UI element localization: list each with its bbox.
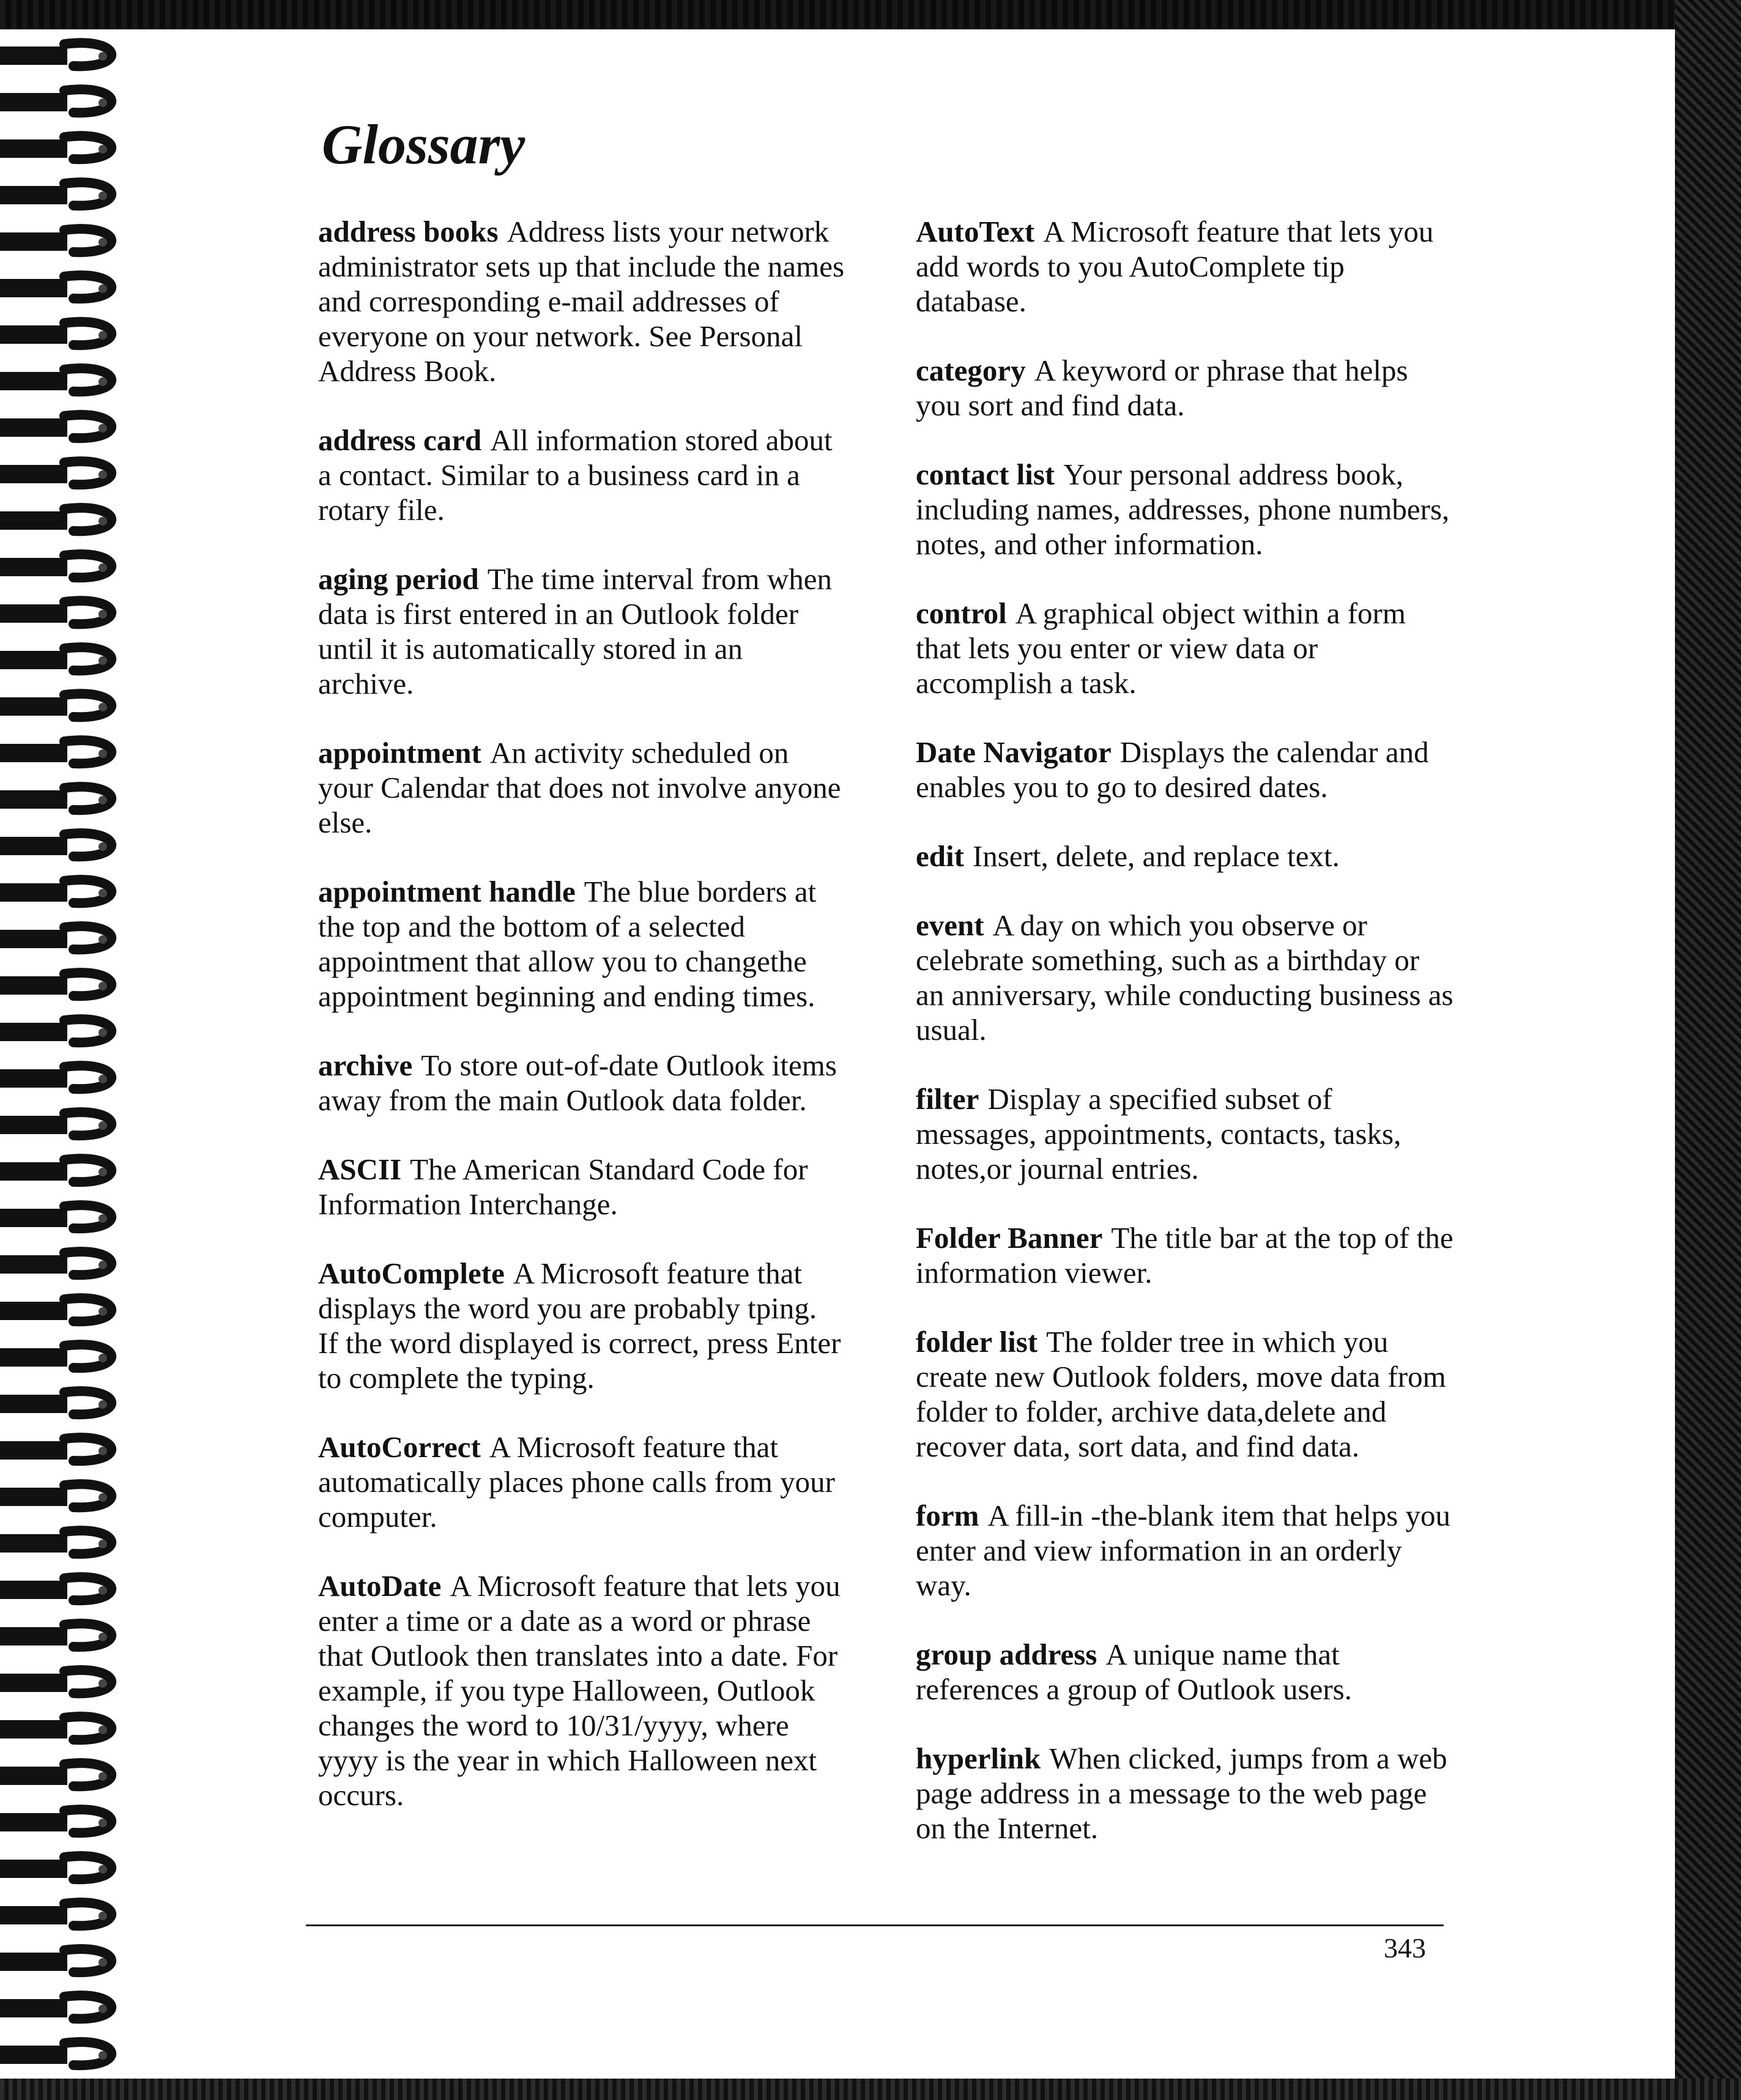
glossary-term: address card [318,423,482,457]
footer-rule [306,1924,1444,1926]
binding-coil-bar [0,1999,67,2017]
glossary-definition: A Microsoft feature that displays the word you are probably tping. If the word displayed is correct, press Enter to complete the typing. [318,1256,841,1395]
binding-coil-bar [0,1162,67,1181]
binding-coil-bar [0,744,67,762]
glossary-definition: A unique name that references a group of Outlook users. [916,1638,1352,1706]
glossary-term: archive [318,1048,413,1082]
glossary-definition: Displays the calendar and enables you to go to desired dates. [916,735,1429,804]
glossary-entry [916,596,1454,700]
glossary-term: AutoText [916,215,1035,248]
glossary-definition: A Microsoft feature that automatically places phone calls from your computer. [318,1430,835,1534]
binding-hole [98,935,107,944]
binding-coil-bar [0,511,67,530]
binding-coil-bar [0,372,67,390]
glossary-term: AutoCorrect [318,1430,481,1464]
binding-hole [98,1679,107,1688]
binding-hole [98,1726,107,1734]
glossary-entry [916,457,1454,562]
binding-coil-bar [0,1581,67,1599]
scan-bottom-edge [0,2079,1741,2100]
binding-hole [98,1447,107,1455]
glossary-term: filter [916,1082,979,1116]
binding-hole [98,1958,107,1967]
glossary-definition: The title bar at the top of the information viewer. [916,1221,1453,1289]
scan-top-edge [0,0,1741,29]
binding-hole [98,2005,107,2013]
glossary-definition: Display a specified subset of messages, appointments, contacts, tasks, notes,or journal entries. [916,1082,1401,1185]
glossary-entry [916,839,1454,874]
glossary-term: contact list [916,458,1055,491]
glossary-entry [916,214,1454,319]
binding-coil-bar [0,1302,67,1320]
glossary-entry [916,1637,1454,1707]
glossary-definition: Your personal address book, including names, addresses, phone numbers, notes, and other information. [916,458,1450,561]
binding-coil-bar [0,837,67,855]
binding-hole [98,470,107,479]
glossary-entry [916,1082,1454,1186]
binding-coil-bar [0,279,67,297]
glossary-entry [916,1498,1454,1603]
glossary-entry [318,423,844,527]
binding-hole [98,331,107,339]
glossary-term: ASCII [318,1152,402,1186]
binding-hole [98,377,107,386]
binding-coil-bar [0,1720,67,1738]
binding-hole [98,2051,107,2060]
glossary-term: AutoComplete [318,1256,505,1290]
binding-hole [98,98,107,107]
binding-coil-bar [0,186,67,204]
binding-hole [98,1586,107,1595]
glossary-entry [318,735,844,840]
glossary-term: control [916,596,1007,630]
binding-coil-bar [0,465,67,483]
binding-coil-bar [0,1023,67,1041]
binding-hole [98,1400,107,1409]
binding-hole [98,1354,107,1362]
glossary-entry [916,1220,1454,1290]
glossary-definition: The American Standard Code for Information Interchange. [318,1152,808,1221]
scan-right-edge [1675,0,1741,2100]
binding-hole [98,1121,107,1130]
binding-coil-bar [0,1348,67,1367]
binding-coil-bar [0,1534,67,1553]
binding-hole [98,424,107,432]
glossary-entry [916,353,1454,423]
binding-coil-bar [0,232,67,251]
binding-coil-bar [0,1488,67,1506]
glossary-definition: A Microsoft feature that lets you add words to you AutoComplete tip database. [916,215,1434,318]
binding-hole [98,842,107,851]
binding-coil-bar [0,1674,67,1692]
glossary-term: edit [916,839,964,873]
glossary-definition: Insert, delete, and replace text. [972,839,1340,873]
binding-coil-bar [0,2046,67,2064]
binding-hole [98,191,107,200]
binding-coil-bar [0,790,67,809]
glossary-term: Folder Banner [916,1221,1103,1255]
glossary-term: appointment handle [318,875,576,908]
binding-coil-bar [0,46,67,65]
glossary-term: folder list [916,1325,1038,1359]
glossary-term: group address [916,1638,1097,1671]
binding-hole [98,1865,107,1874]
glossary-entry [318,562,844,701]
binding-coil-bar [0,1767,67,1785]
spiral-binding-icon [0,37,141,2074]
glossary-definition: A fill-in -the-blank item that helps you enter and view information in an orderly way. [916,1499,1451,1602]
binding-hole [98,1261,107,1269]
binding-coil-bar [0,139,67,158]
glossary-term: category [916,354,1026,387]
binding-hole [98,656,107,665]
binding-hole [98,889,107,897]
glossary-entry [318,1152,844,1222]
binding-coil-bar [0,930,67,948]
glossary-entry [916,735,1454,804]
glossary-definition: The blue borders at the top and the bottom of a selected appointment that allow you to changethe appointment beginning and ending times. [318,875,817,1013]
binding-hole [98,1912,107,1920]
glossary-definition: A keyword or phrase that helps you sort and find data. [916,354,1408,422]
binding-coil-bar [0,418,67,437]
glossary-entry [916,908,1454,1047]
glossary-entry [318,1256,844,1395]
glossary-term: AutoDate [318,1569,442,1603]
glossary-definition: An activity scheduled on your Calendar that does not involve anyone else. [318,736,841,839]
binding-hole [98,796,107,804]
glossary-entry [318,1430,844,1534]
binding-hole [98,1540,107,1548]
binding-hole [98,1028,107,1037]
glossary-term: appointment [318,736,481,770]
binding-hole [98,703,107,711]
binding-coil-bar [0,1906,67,1924]
binding-hole [98,1214,107,1223]
glossary-entry [318,1048,844,1118]
binding-hole [98,145,107,154]
glossary-definition: The time interval from when data is first entered in an Outlook folder until it is automatically stored in an archive. [318,562,833,700]
binding-coil-bar [0,1953,67,1971]
binding-coil-bar [0,604,67,623]
binding-hole [98,1168,107,1176]
glossary-entry [318,1568,844,1812]
glossary-definition: A Microsoft feature that lets you enter a time or a date as a word or phrase that Outlook then translates into a date. For example, if you type Halloween, Outlook changes the word to 10/31/yyyy, where yyyy is the year in which Halloween next occurs. [318,1569,841,1812]
binding-coil-bar [0,325,67,344]
binding-coil-bar [0,976,67,995]
binding-hole [98,1307,107,1316]
binding-coil-bar [0,1860,67,1878]
binding-hole [98,284,107,293]
binding-coil-bar [0,93,67,111]
glossary-column-right [916,214,1454,1880]
binding-hole [98,1493,107,1502]
binding-hole [98,52,107,61]
binding-coil-bar [0,1813,67,1831]
page-title: Glossary [322,113,525,176]
binding-hole [98,517,107,525]
page-number: 343 [1384,1932,1426,1964]
glossary-definition: All information stored about a contact. Similar to a business card in a rotary file. [318,423,833,527]
glossary-term: address books [318,215,499,248]
binding-coil-bar [0,1395,67,1413]
glossary-entry [318,874,844,1014]
binding-coil-bar [0,1441,67,1460]
binding-coil-bar [0,1209,67,1227]
binding-hole [98,610,107,618]
glossary-column-left [318,214,844,1847]
binding-coil-bar [0,1069,67,1088]
glossary-definition: A graphical object within a form that lets you enter or view data or accomplish a task. [916,596,1406,700]
glossary-term: aging period [318,562,479,596]
glossary-entry [318,214,844,388]
glossary-term: hyperlink [916,1742,1041,1775]
binding-hole [98,563,107,572]
binding-coil-bar [0,1255,67,1274]
binding-coil-bar [0,651,67,669]
binding-coil-bar [0,558,67,576]
glossary-definition: To store out-of-date Outlook items away from the main Outlook data folder. [318,1048,837,1117]
binding-hole [98,749,107,758]
glossary-entry [916,1324,1454,1464]
glossary-definition: Address lists your network administrator sets up that include the names and corresponding e-mail addresses of everyone on your network. See Personal Address Book. [318,215,845,388]
binding-coil-bar [0,1116,67,1134]
glossary-term: event [916,908,984,942]
glossary-definition: When clicked, jumps from a web page address in a message to the web page on the Internet. [916,1742,1447,1845]
binding-hole [98,238,107,247]
binding-coil-bar [0,1627,67,1645]
binding-hole [98,1075,107,1083]
glossary-term: form [916,1499,979,1532]
binding-hole [98,1772,107,1781]
glossary-definition: A day on which you observe or celebrate something, such as a birthday or an anniversary, while conducting business as usual. [916,908,1453,1047]
glossary-term: Date Navigator [916,735,1112,769]
binding-hole [98,982,107,990]
glossary-entry [916,1741,1454,1846]
binding-hole [98,1633,107,1641]
binding-coil-bar [0,697,67,716]
binding-coil-bar [0,883,67,902]
glossary-definition: The folder tree in which you create new Outlook folders, move data from folder to folder, archive data,delete and recover data, sort data, and find data. [916,1325,1446,1463]
binding-hole [98,1819,107,1827]
